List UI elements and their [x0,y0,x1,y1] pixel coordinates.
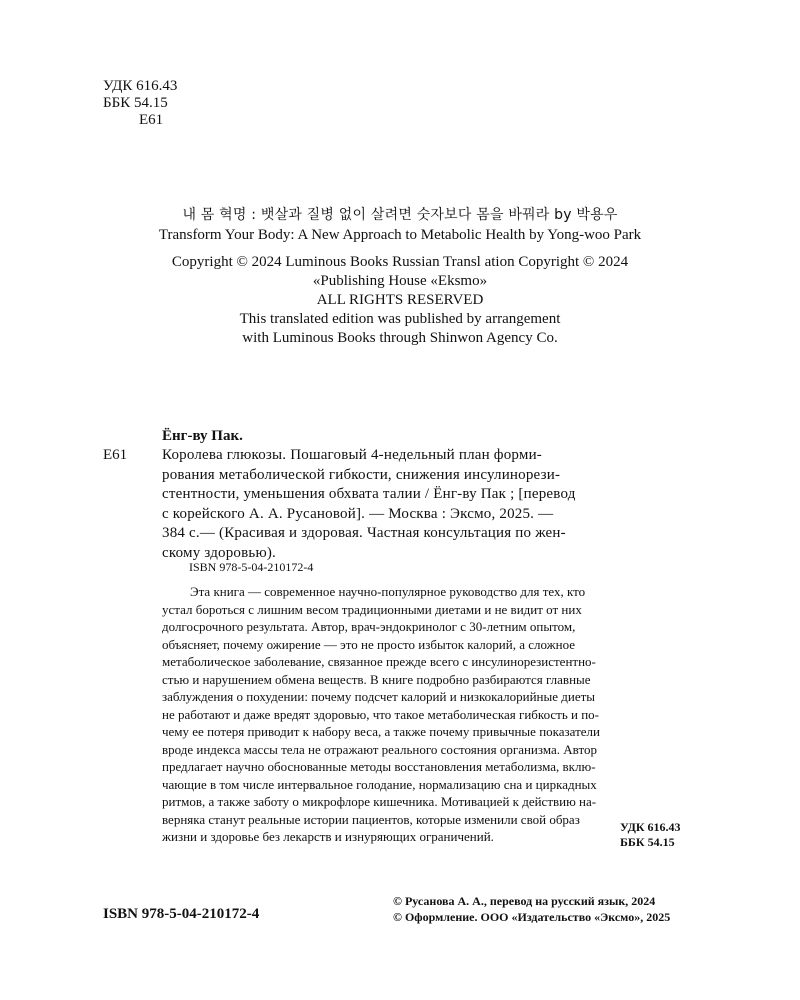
footer-isbn: ISBN 978-5-04-210172-4 [103,906,260,922]
bib-line: Королева глюкозы. Пошаговый 4-недельный план форми- [162,447,542,463]
annotation-line: Эта книга — современное научно-популярное руководство для тех, кто [190,584,586,599]
annotation-line: ритмов, а также заботу о микрофлоре кишечника. Мотивацией к действию на- [162,794,597,809]
rights-line: with Luminous Books through Shinwon Agency Co. [242,330,558,346]
footer-copyright [393,893,670,925]
annotation-line: объясняет, почему ожирение — это не просто избыток калорий, а сложное [162,636,576,652]
bib-line: скому здоровью). [162,544,277,561]
udk-code: УДК 616.43 [103,78,178,94]
annotation-line: стью и нарушением обмена веществ. В книге подробно разбираются главные [162,671,591,687]
bib-isbn: ISBN 978-5-04-210172-4 [189,560,314,574]
copyright-design: © Оформление. ООО «Издательство «Эксмо», 2025 [393,910,671,924]
annotation-codes [620,820,681,850]
bib-line: рования метаболической гибкости, снижения инсулинорези- [162,466,561,483]
annotation-line: чему ее потеря приводит к набору веса, а также почему привычные показатели [162,724,601,739]
annotation-line: заблуждения о похудении: почему подсчет калорий и низкокалорийные диеты [162,689,595,704]
bib-author-mark: Е61 [103,447,128,463]
annotation-line: метаболическое заболевание, связанное прежде всего с инсулинорезистентно- [162,654,596,669]
rights-line: Copyright © 2024 Luminous Books Russian Transl ation Copyright © 2024 [171,254,629,270]
bibliographic-description [162,446,742,564]
annotation [162,583,722,846]
bib-line: стентности, уменьшения обхвата талии / Ёнг-ву Пак ; [перевод [162,486,576,503]
bib-line: 384 с.— (Красивая и здоровая. Частная консультация по жен- [162,525,566,542]
annotation-line: устал бороться с лишним весом традиционными диетами и не видит от них [162,601,582,617]
annotation-line: вроде индекса массы тела не отражают реального состояния организма. Автор [162,741,597,757]
copyright-translation: © Русанова А. А., перевод на русский язык, 2024 [393,894,656,908]
original-title-block [60,205,740,245]
bib-line: с корейского А. А. Русановой]. — Москва : Эксмо, 2025. — [162,505,554,522]
korean-title: 내 몸 혁명 : 뱃살과 질병 없이 살려면 숫자보다 몸을 바꿔라 by 박용우 [182,207,618,223]
annotation-line: чающие в том числе интервальное голодание, нормализацию сна и циркадных [162,776,597,792]
annotation-line: долгосрочного результата. Автор, врач-эндокринолог с 30-летним опытом, [162,619,576,634]
author-mark: Е61 [139,112,164,128]
annotation-udk: УДК 616.43 [620,820,681,834]
bbk-code: ББК 54.15 [103,95,168,111]
annotation-line: предлагает научно обоснованные методы восстановления метаболизма, вклю- [162,759,596,774]
rights-line: This translated edition was published by arrangement [239,311,561,327]
classification-block [103,78,177,129]
rights-line: ALL RIGHTS RESERVED [316,292,484,308]
annotation-bbk: ББК 54.15 [620,835,675,849]
annotation-line: верняка станут реальные истории пациентов, которые изменили свой образ [162,811,580,827]
annotation-line: жизни и здоровье без лекарств и изнуряющих ограничений. [162,829,494,844]
annotation-line: не работают и даже вредят здоровью, что такое метаболическая гибкость и по- [162,706,600,722]
author-heading: Ёнг-ву Пак. [162,428,243,444]
rights-block [60,253,740,348]
english-title: Transform Your Body: A New Approach to Metabolic Health by Yong-woo Park [158,227,642,243]
rights-line: «Publishing House «Eksmo» [312,273,488,289]
